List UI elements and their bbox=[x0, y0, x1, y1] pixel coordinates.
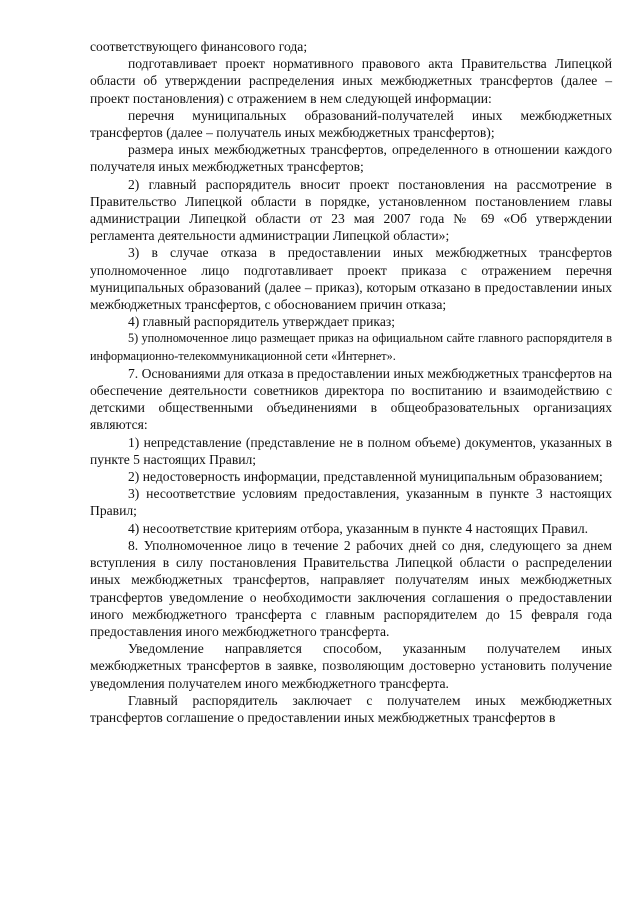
paragraph-6: 3) в случае отказа в предоставлении иных межбюджетных трансфертов уполномоченное лицо подготавливает проект приказа с отражением перечня муниципальных образований (далее – приказ), которым отказано в предоставлении иных межбюджетных трансфертов, с обоснованием причин отказа; bbox=[90, 245, 612, 313]
paragraph-10: 1) непредставление (представление не в полном объеме) документов, указанных в пункте 5 настоящих Правил; bbox=[90, 434, 612, 467]
paragraph-8: 5) уполномоченное лицо размещает приказ на официальном сайте главного распорядителя в информационно-телекоммуникационной сети «Интернет». bbox=[90, 331, 612, 363]
paragraph-11: 2) недостоверность информации, представленной муниципальным образованием; bbox=[128, 469, 603, 485]
paragraph-16: Главный распорядитель заключает с получателем иных межбюджетных трансфертов соглашение о предоставлении иных межбюджетных трансфертов в bbox=[90, 692, 612, 725]
paragraph-5: 2) главный распорядитель вносит проект постановления на рассмотрение в Правительство Липецкой области в порядке, установленном постановлением главы администрации Липецкой области от 23 мая 2007 года № 69 «Об утверждении регламента деятельности администрации Липецкой области»; bbox=[90, 176, 612, 244]
paragraph-3: перечня муниципальных образований-получателей иных межбюджетных трансфертов (далее – получатель иных межбюджетных трансфертов); bbox=[90, 107, 612, 141]
paragraph-7: 4) главный распорядитель утверждает приказ; bbox=[128, 314, 396, 330]
paragraph-15: Уведомление направляется способом, указанным получателем иных межбюджетных трансфертов в заявке, позволяющим достоверно установить получение уведомления получателем иного межбюджетного трансферта. bbox=[90, 641, 612, 691]
document-page bbox=[90, 38, 612, 726]
paragraph-12: 3) несоответствие условиям предоставления, указанным в пункте 3 настоящих Правил; bbox=[90, 486, 612, 519]
paragraph-13: 4) несоответствие критериям отбора, указанным в пункте 4 настоящих Правил. bbox=[128, 520, 589, 536]
paragraph-14: 8. Уполномоченное лицо в течение 2 рабочих дней со дня, следующего за днем вступления в силу постановления Правительства Липецкой области о распределении иных межбюджетных трансфертов, направляет получателям иных межбюджетных трансфертов уведомление о необходимости заключения соглашения о предоставлении иного межбюджетного трансферта с главным распорядителем до 15 февраля года предоставления иного межбюджетного трансферта. bbox=[90, 537, 612, 639]
paragraph-2: подготавливает проект нормативного правового акта Правительства Липецкой области об утверждении распределения иных межбюджетных трансфертов (далее – проект постановления) с отражением в нем следующей информации: bbox=[90, 56, 612, 106]
paragraph-4: размера иных межбюджетных трансфертов, определенного в отношении каждого получателя иных межбюджетных трансфертов; bbox=[90, 142, 612, 175]
paragraph-1: соответствующего финансового года; bbox=[90, 39, 308, 54]
paragraph-9: 7. Основаниями для отказа в предоставлении иных межбюджетных трансфертов на обеспечение деятельности советников директора по воспитанию и взаимодействию с детскими общественными объединениями в общеобразовательных организациях являются: bbox=[90, 365, 612, 433]
